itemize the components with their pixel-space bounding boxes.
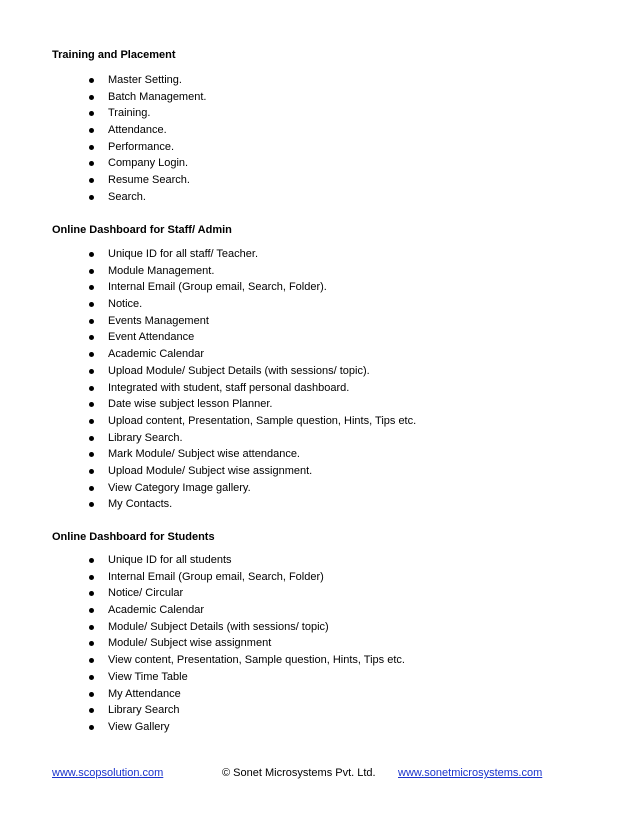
list-item — [0, 552, 638, 569]
list-item — [0, 139, 638, 156]
bullet-icon — [89, 591, 94, 596]
list-item-text: Library Search — [108, 704, 180, 717]
bullet-icon — [89, 369, 94, 374]
bullet-icon — [89, 95, 94, 100]
list-item — [0, 619, 638, 636]
list-item-text: Event Attendance — [108, 331, 195, 344]
bullet-icon — [89, 302, 94, 307]
list-item-text: Module/ Subject Details (with sessions/ topic) — [108, 620, 329, 633]
list-item — [0, 172, 638, 189]
section-heading-staff-admin-dashboard: Online Dashboard for Staff/ Admin — [52, 224, 232, 236]
bullet-icon — [89, 436, 94, 441]
bullet-icon — [89, 486, 94, 491]
bullet-icon — [89, 558, 94, 563]
list-item-text: Internal Email (Group email, Search, Folder). — [108, 281, 327, 294]
list-item-text: Integrated with student, staff personal dashboard. — [108, 381, 350, 394]
list-item — [0, 346, 638, 363]
bullet-icon — [89, 502, 94, 507]
list-item-text: Academic Calendar — [108, 348, 204, 361]
list-item — [0, 263, 638, 280]
bullet-icon — [89, 469, 94, 474]
bullet-icon — [89, 641, 94, 646]
list-item-text: Performance. — [108, 140, 175, 153]
list-item — [0, 463, 638, 480]
list-item-text: Upload Module/ Subject wise assignment. — [108, 464, 313, 477]
training-placement-list — [0, 72, 638, 206]
bullet-icon — [89, 386, 94, 391]
list-item-text: Library Search. — [108, 431, 183, 444]
list-item-text: Unique ID for all staff/ Teacher. — [108, 248, 259, 260]
bullet-icon — [89, 575, 94, 580]
staff-admin-dashboard-list — [0, 246, 638, 513]
list-item — [0, 652, 638, 669]
bullet-icon — [89, 319, 94, 324]
bullet-icon — [89, 452, 94, 457]
list-item-text: Academic Calendar — [108, 604, 204, 617]
list-item — [0, 329, 638, 346]
list-item — [0, 189, 638, 206]
list-item — [0, 279, 638, 296]
list-item-text: Module Management. — [108, 264, 215, 277]
bullet-icon — [89, 402, 94, 407]
list-item-text: Company Login. — [108, 157, 189, 170]
list-item — [0, 89, 638, 106]
list-item — [0, 413, 638, 430]
list-item — [0, 396, 638, 413]
bullet-icon — [89, 269, 94, 274]
bullet-icon — [89, 675, 94, 680]
bullet-icon — [89, 708, 94, 713]
footer-company-link[interactable]: www.sonetmicrosystems.com — [398, 767, 543, 779]
bullet-icon — [89, 725, 94, 730]
list-item-text: Master Setting. — [108, 74, 182, 86]
list-item — [0, 105, 638, 122]
bullet-icon — [89, 419, 94, 424]
list-item-text: Training. — [108, 107, 151, 120]
list-item-text: Notice. — [108, 298, 143, 311]
section-heading-training-placement: Training and Placement — [52, 49, 176, 61]
list-item-text: View content, Presentation, Sample question, Hints, Tips etc. — [108, 654, 405, 667]
bullet-icon — [89, 625, 94, 630]
list-item-text: Internal Email (Group email, Search, Folder) — [108, 570, 324, 583]
bullet-icon — [89, 252, 94, 257]
list-item-text: Attendance. — [108, 124, 167, 137]
list-item — [0, 313, 638, 330]
list-item — [0, 585, 638, 602]
list-item — [0, 72, 638, 89]
list-item-text: Date wise subject lesson Planner. — [108, 398, 273, 411]
list-item-text: Upload Module/ Subject Details (with sessions/ topic). — [108, 364, 370, 377]
list-item — [0, 296, 638, 313]
list-item — [0, 569, 638, 586]
bullet-icon — [89, 161, 94, 166]
bullet-icon — [89, 145, 94, 150]
bullet-icon — [89, 78, 94, 83]
bullet-icon — [89, 128, 94, 133]
list-item-text: View Gallery — [108, 720, 170, 733]
list-item-text: My Contacts. — [108, 498, 173, 511]
bullet-icon — [89, 111, 94, 116]
bullet-icon — [89, 658, 94, 663]
list-item — [0, 480, 638, 497]
list-item — [0, 686, 638, 703]
list-item-text: View Time Table — [108, 670, 188, 683]
list-item-text: My Attendance — [108, 687, 181, 700]
list-item-text: Module/ Subject wise assignment — [108, 637, 272, 650]
list-item-text: Mark Module/ Subject wise attendance. — [108, 448, 300, 461]
list-item-text: Events Management — [108, 314, 209, 327]
list-item-text: Notice/ Circular — [108, 587, 184, 600]
list-item — [0, 363, 638, 380]
list-item — [0, 380, 638, 397]
list-item — [0, 635, 638, 652]
footer-right — [398, 766, 542, 780]
bullet-icon — [89, 608, 94, 613]
list-item — [0, 446, 638, 463]
footer-website-link[interactable]: www.scopsolution.com — [52, 767, 164, 779]
bullet-icon — [89, 335, 94, 340]
list-item-text: Unique ID for all students — [108, 554, 232, 566]
list-item — [0, 669, 638, 686]
list-item-text: View Category Image gallery. — [108, 481, 251, 494]
footer-left — [52, 766, 163, 780]
list-item — [0, 719, 638, 736]
footer-copyright: © Sonet Microsystems Pvt. Ltd. — [222, 767, 376, 779]
list-item-text: Resume Search. — [108, 174, 190, 187]
list-item — [0, 122, 638, 139]
section-heading-student-dashboard: Online Dashboard for Students — [52, 531, 215, 543]
bullet-icon — [89, 195, 94, 200]
list-item — [0, 155, 638, 172]
list-item — [0, 246, 638, 263]
list-item — [0, 702, 638, 719]
bullet-icon — [89, 178, 94, 183]
list-item — [0, 496, 638, 513]
bullet-icon — [89, 692, 94, 697]
student-dashboard-list — [0, 552, 638, 736]
list-item — [0, 602, 638, 619]
list-item — [0, 430, 638, 447]
bullet-icon — [89, 352, 94, 357]
list-item-text: Search. — [108, 190, 146, 203]
bullet-icon — [89, 285, 94, 290]
list-item-text: Upload content, Presentation, Sample question, Hints, Tips etc. — [108, 414, 417, 427]
list-item-text: Batch Management. — [108, 90, 207, 103]
